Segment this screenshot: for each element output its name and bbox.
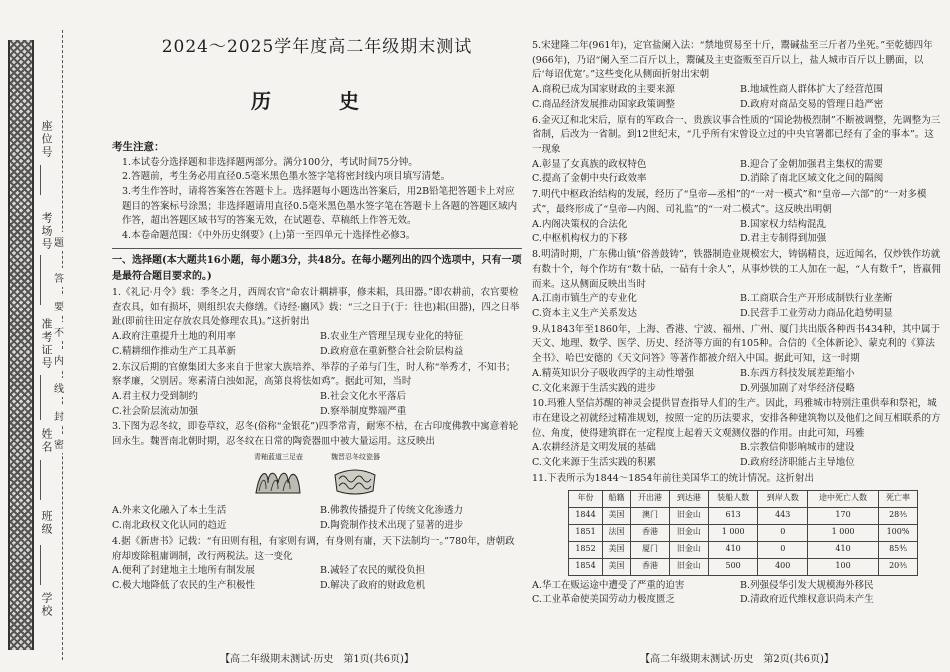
exam-id-label: 准考证号 xyxy=(40,318,53,370)
table-cell: 1852 xyxy=(569,541,603,558)
room-field[interactable] xyxy=(40,255,41,305)
table-cell: 410 xyxy=(808,541,879,558)
question-9 xyxy=(532,323,942,397)
notice-item: 4.本卷命题范围：《中外历史纲要》(上)第一至四单元十选择性必修3。 xyxy=(122,230,416,242)
option-a[interactable]: A.彰显了女真族的政权特色 xyxy=(532,158,647,170)
seal-char: 封 xyxy=(54,406,64,425)
table-cell: 旧金山 xyxy=(669,524,708,541)
option-a[interactable]: A.农耕经济是文明发展的基础 xyxy=(532,442,656,454)
option-b[interactable]: B.国家权力结构混乱 xyxy=(740,218,827,230)
table-cell: 1844 xyxy=(569,507,603,524)
question-stem: 11.下表所示为1844～1854年前往美国华工的统计情况。这折射出 xyxy=(532,472,814,484)
seal-char: 题 xyxy=(54,232,64,251)
page-2-footer: 【高二年级期末测试·历史 第2页(共6页)】 xyxy=(640,654,834,665)
option-d[interactable]: D.陶瓷制作技术出现了显著的进步 xyxy=(320,520,464,532)
option-c[interactable]: C.南北政权文化认同的趋近 xyxy=(112,520,227,532)
question-6 xyxy=(532,114,942,188)
option-a[interactable]: A.外来文化融入了本土生活 xyxy=(112,505,227,517)
option-a[interactable]: A.商税已成为国家财政的主要来源 xyxy=(532,84,675,96)
option-c[interactable]: C.中枢机构权力的下移 xyxy=(532,233,628,245)
table-cell: 香港 xyxy=(631,524,670,541)
option-c[interactable]: C.极大地降低了农民的生产积极性 xyxy=(112,579,255,591)
option-d[interactable]: D.政府意在重新整合社会阶层构益 xyxy=(320,345,464,357)
option-c[interactable]: C.文化来源于生活实践的积累 xyxy=(532,457,656,469)
table-cell: 旧金山 xyxy=(669,558,708,575)
table-cell: 旧金山 xyxy=(669,541,708,558)
option-d[interactable]: D.消除了南北区域文化之间的隔阂 xyxy=(740,173,884,185)
table-header-cell: 到达港 xyxy=(669,490,708,507)
option-b[interactable]: B.社会文化水平落后 xyxy=(320,390,407,402)
page-1-footer: 【高二年级期末测试·历史 第1页(共6页)】 xyxy=(220,654,414,665)
option-c[interactable]: C.商品经济发展推动国家政策调整 xyxy=(532,98,675,110)
question-stem: 7.明代中枢政治结构的发展，经历了“皇帝—丞相”的“一对一模式”和“皇帝—六部”的“一对多模式”，最终形成了“皇帝—内阁、司礼监”的“一对二模式”。这反映出明朝 xyxy=(532,189,927,215)
table-cell: 1851 xyxy=(569,524,603,541)
option-b[interactable]: B.列强侵华引发大规模海外移民 xyxy=(740,579,874,591)
question-stem: 1.《礼记·月令》载：季冬之月，西周农官“命农计耦耕事，修耒耜，具田器。”即农耕前，农官要检查农具，如有损坏，则组织农夫修缮。《诗经·豳风》载：“三之日于(于：往也)耜(田器)，四之日举趾(即前往田定存放农具处修理农具)。”这折射出 xyxy=(112,286,520,328)
seat-label: 座位号 xyxy=(40,120,53,159)
question-stem: 4.据《新唐书》记载：“有田则有租，有家则有调，有身则有庸，天下法制均一。”780年，唐朝政府却废除租庸调制，改行两税法。这一变化 xyxy=(112,535,515,562)
option-d[interactable]: D.解决了政府的财政危机 xyxy=(320,579,426,591)
table-header-row xyxy=(569,490,918,507)
table-cell: 443 xyxy=(758,507,808,524)
option-c[interactable]: C.社会阶层流动加强 xyxy=(112,405,198,417)
table-cell: 28⅗ xyxy=(879,507,918,524)
table-header-cell: 死亡率 xyxy=(879,490,918,507)
option-d[interactable]: D.列强加剧了对华经济侵略 xyxy=(740,382,855,394)
option-a[interactable]: A.便利了封建地主土地所有制发展 xyxy=(112,565,255,577)
subject-title: 历 史 xyxy=(251,89,383,114)
option-a[interactable]: A.政府注重提升土地的利用率 xyxy=(112,331,236,343)
honeysuckle-pattern-image xyxy=(254,463,302,497)
school-label: 学校 xyxy=(40,592,53,618)
table-row xyxy=(569,524,918,541)
table-row xyxy=(569,558,918,575)
name-label: 姓名 xyxy=(40,428,53,454)
question-10 xyxy=(532,397,942,471)
seal-char: 答 xyxy=(54,268,64,287)
notice-item: 1.本试卷分选择题和非选择题两部分。满分100分，考试时间75分钟。 xyxy=(122,156,418,168)
option-b[interactable]: B.地域性商人群体扩大了经营范围 xyxy=(740,84,884,96)
binding-margin xyxy=(0,0,108,672)
question-4 xyxy=(112,535,522,594)
page-1 xyxy=(112,34,522,594)
table-cell: 170 xyxy=(808,507,879,524)
option-b[interactable]: B.宗教信仰影响城市的建设 xyxy=(740,442,855,454)
table-cell: 法国 xyxy=(602,524,630,541)
figure-caption: 青釉蓝道三足壶 xyxy=(254,452,303,461)
exam-id-field[interactable] xyxy=(40,375,41,420)
table-cell: 1 000 xyxy=(808,524,879,541)
table-header-cell: 开出港 xyxy=(631,490,670,507)
notice-block xyxy=(112,139,522,244)
notice-item: 3.考生作答时，请将答案答在答题卡上。选择题每小题选出答案后，用2B铅笔把答题卡上对应题目的答案标号涂黑；非选择题请用直径0.5毫米黑色墨水签字笔在答题卡上各题的答题区域内作答，超出答题区域书写的答案无效，在试题卷、草稿纸上作答无效。 xyxy=(122,186,518,227)
question-7 xyxy=(532,188,942,247)
figure-item xyxy=(331,452,380,503)
table-cell: 500 xyxy=(708,558,758,575)
page-2 xyxy=(532,38,942,608)
seal-char: 不 xyxy=(54,322,64,341)
room-label: 考场号 xyxy=(40,212,53,251)
option-b[interactable]: B.工商联合生产开形成制铁行业垄断 xyxy=(740,293,893,305)
name-field[interactable] xyxy=(40,460,41,500)
question-11 xyxy=(532,472,942,608)
option-a[interactable]: A.精英知识分子吸收西学的主动性增强 xyxy=(532,367,694,379)
table-cell: 410 xyxy=(708,541,758,558)
table-cell: 厦门 xyxy=(631,541,670,558)
option-d[interactable]: D.清政府近代维权意识尚未产生 xyxy=(740,594,874,606)
table-cell: 美国 xyxy=(602,558,630,575)
question-figure xyxy=(112,452,522,503)
notice-item: 2.答题前，考生务必用直径0.5毫米黑色墨水签字笔将密封线内项目填写清楚。 xyxy=(122,171,451,183)
option-d[interactable]: D.政府经济职能占主导地位 xyxy=(740,457,855,469)
table-cell: 20⅗ xyxy=(879,558,918,575)
ceramic-pattern-image xyxy=(331,463,379,497)
table-cell: 1854 xyxy=(569,558,603,575)
option-d[interactable]: D.君主专制得到加强 xyxy=(740,233,827,245)
table-cell: 美国 xyxy=(602,507,630,524)
option-b[interactable]: B.减轻了农民的赋役负担 xyxy=(320,565,426,577)
table-cell: 85⅘ xyxy=(879,541,918,558)
seal-char: 内 xyxy=(54,350,64,369)
question-stem: 9.从1843年至1860年，上海、香港、宁波、福州、广州、厦门共出版各种西书434种，其中属于天文、地理、数学、医学、历史、经济等方面的有105种。合信的《全体新论》、蒙克利的《算法全书》、哈巴安德的《天文问答》等著作都被介绍入中国。据此可知，这一时期 xyxy=(532,323,941,365)
option-d[interactable]: D.察举制度弊端严重 xyxy=(320,405,407,417)
question-stem: 3.下图为忍冬纹，即卷草纹，忍冬(俗称“金银花”)四季常青，耐寒不枯，在古印度佛教中寓意着轮回永生。魏晋南北朝时期，忍冬纹在日常的陶瓷器皿中被大量运用。这反映出 xyxy=(112,421,519,448)
table-row xyxy=(569,541,918,558)
table-cell: 1 000 xyxy=(708,524,758,541)
table-cell: 旧金山 xyxy=(669,507,708,524)
class-label: 班级 xyxy=(40,510,53,536)
question-2 xyxy=(112,361,522,420)
question-stem: 10.玛雅人坚信苏醒的神灵会提供冒查指导人们的生产。因此，玛雅城市特别注重供奉和祭祀，城市在建设之初就经过精准规划，按照一定的历法要求，安排各种建筑物以及他们之间互相联系的方位、角度，使得建筑群在一定程度上起着天文观测仪器的作用。由此可知，玛雅 xyxy=(532,398,941,439)
option-a[interactable]: A.江南市镇生产的专业化 xyxy=(532,293,637,305)
table-cell: 400 xyxy=(758,558,808,575)
option-c[interactable]: C.工业革命使美国劳动力极度匮乏 xyxy=(532,594,675,606)
table-header-cell: 途中死亡人数 xyxy=(808,490,879,507)
table-cell: 100% xyxy=(879,524,918,541)
question-8 xyxy=(532,248,942,322)
table-cell: 0 xyxy=(758,524,808,541)
figure-caption: 魏晋忍冬纹瓷器 xyxy=(331,452,380,461)
question-stem: 5.宋建隆二年(961年)，定官盐阑入法：“禁地贸易至十斤，鬻碱盐至三斤者乃坐死。”至乾德四年(966年)，乃诏“阑入至二百斤以上，鬻碱及主吏盗贩至百斤以上，盐人城市百斤以上鹏面，以后‘每诏优宽’。”这些变化从侧面折射出宋朝 xyxy=(532,40,933,81)
table-cell: 613 xyxy=(708,507,758,524)
option-c[interactable]: C.精耕细作推动生产工具革新 xyxy=(112,345,236,357)
seal-line xyxy=(62,30,63,660)
option-c[interactable]: C.资本主义生产关系发达 xyxy=(532,307,637,319)
notice-title: 考生注意： xyxy=(112,141,165,154)
class-field[interactable] xyxy=(40,545,41,585)
section-title: 一、选择题(本大题共16小题，每小题3分，共48分。在每小题列出的四个选项中，只有一项是最符合题目要求的。) xyxy=(112,254,522,282)
table-cell: 澳门 xyxy=(631,507,670,524)
option-a[interactable]: A.内阁决策权的合法化 xyxy=(532,218,628,230)
table-cell: 100 xyxy=(808,558,879,575)
option-b[interactable]: B.东西方科技发展差距缩小 xyxy=(740,367,855,379)
option-a[interactable]: A.华工在贩运途中遭受了严重的迫害 xyxy=(532,579,685,591)
decorative-border xyxy=(8,40,34,650)
table-cell: 香港 xyxy=(631,558,670,575)
table-cell: 美国 xyxy=(602,541,630,558)
question-stem: 6.金灭辽和北宋后，原有的军政合一、贵族议事合性质的“国论勃极烈制”不断被调整，先调整为三省制，后改为一省制。到12世纪末，“几乎所有宋曾设立过的中央官署都已经有了金的事本”。这一现象 xyxy=(532,114,941,156)
option-c[interactable]: C.文化来源于生活实践的进步 xyxy=(532,382,656,394)
question-stem: 2.东汉后期的官僚集团大多来自于世家大族培养、举荐的子弟与门生，时人称“举秀才，不知书；察孝廉，父别居。寒素清白浊如泥，高第良将怯如鸡”。据此可知，当时 xyxy=(112,361,516,388)
question-3 xyxy=(112,420,522,533)
option-b[interactable]: B.农业生产管理呈现专业化的特征 xyxy=(320,331,464,343)
table-header-cell: 年份 xyxy=(569,490,603,507)
seat-field[interactable] xyxy=(40,165,41,195)
table-header-cell: 到岸人数 xyxy=(758,490,808,507)
table-row xyxy=(569,507,918,524)
seal-char: 要 xyxy=(54,296,64,315)
table-cell: 0 xyxy=(758,541,808,558)
table-header-cell: 船籍 xyxy=(602,490,630,507)
option-b[interactable]: B.迎合了金朝加强君主集权的需要 xyxy=(740,158,884,170)
seal-char: 线 xyxy=(54,378,64,397)
figure-item xyxy=(254,452,303,503)
option-a[interactable]: A.君主权力受到制约 xyxy=(112,390,198,402)
question-stem: 8.明清时期，广东佛山镇“俗善鼓铸”，铁器制造业规模宏大，铸锅精良，远近闻名，仅炒铁作坊就有数十个，每个作坊有“数十砧，一砧有十余人”，从事炒铁的工人加在一起，“人有数千”，皆羸佣而来。这从侧面反映出当时 xyxy=(532,249,941,290)
option-c[interactable]: C.提高了金朝中央行政效率 xyxy=(532,173,647,185)
statistics-table xyxy=(568,490,918,576)
question-5 xyxy=(532,39,942,113)
seal-char: 密 xyxy=(54,434,64,453)
option-b[interactable]: B.佛教传播提升了传统文化渗透力 xyxy=(320,505,464,517)
question-1 xyxy=(112,286,522,360)
option-d[interactable]: D.政府对商品交易的管理日趋严密 xyxy=(740,98,884,110)
option-d[interactable]: D.民营手工业劳动力商品化趋势明显 xyxy=(740,307,893,319)
exam-title: 2024～2025学年度高二年级期末测试 xyxy=(161,37,473,57)
table-header-cell: 装船人数 xyxy=(708,490,758,507)
